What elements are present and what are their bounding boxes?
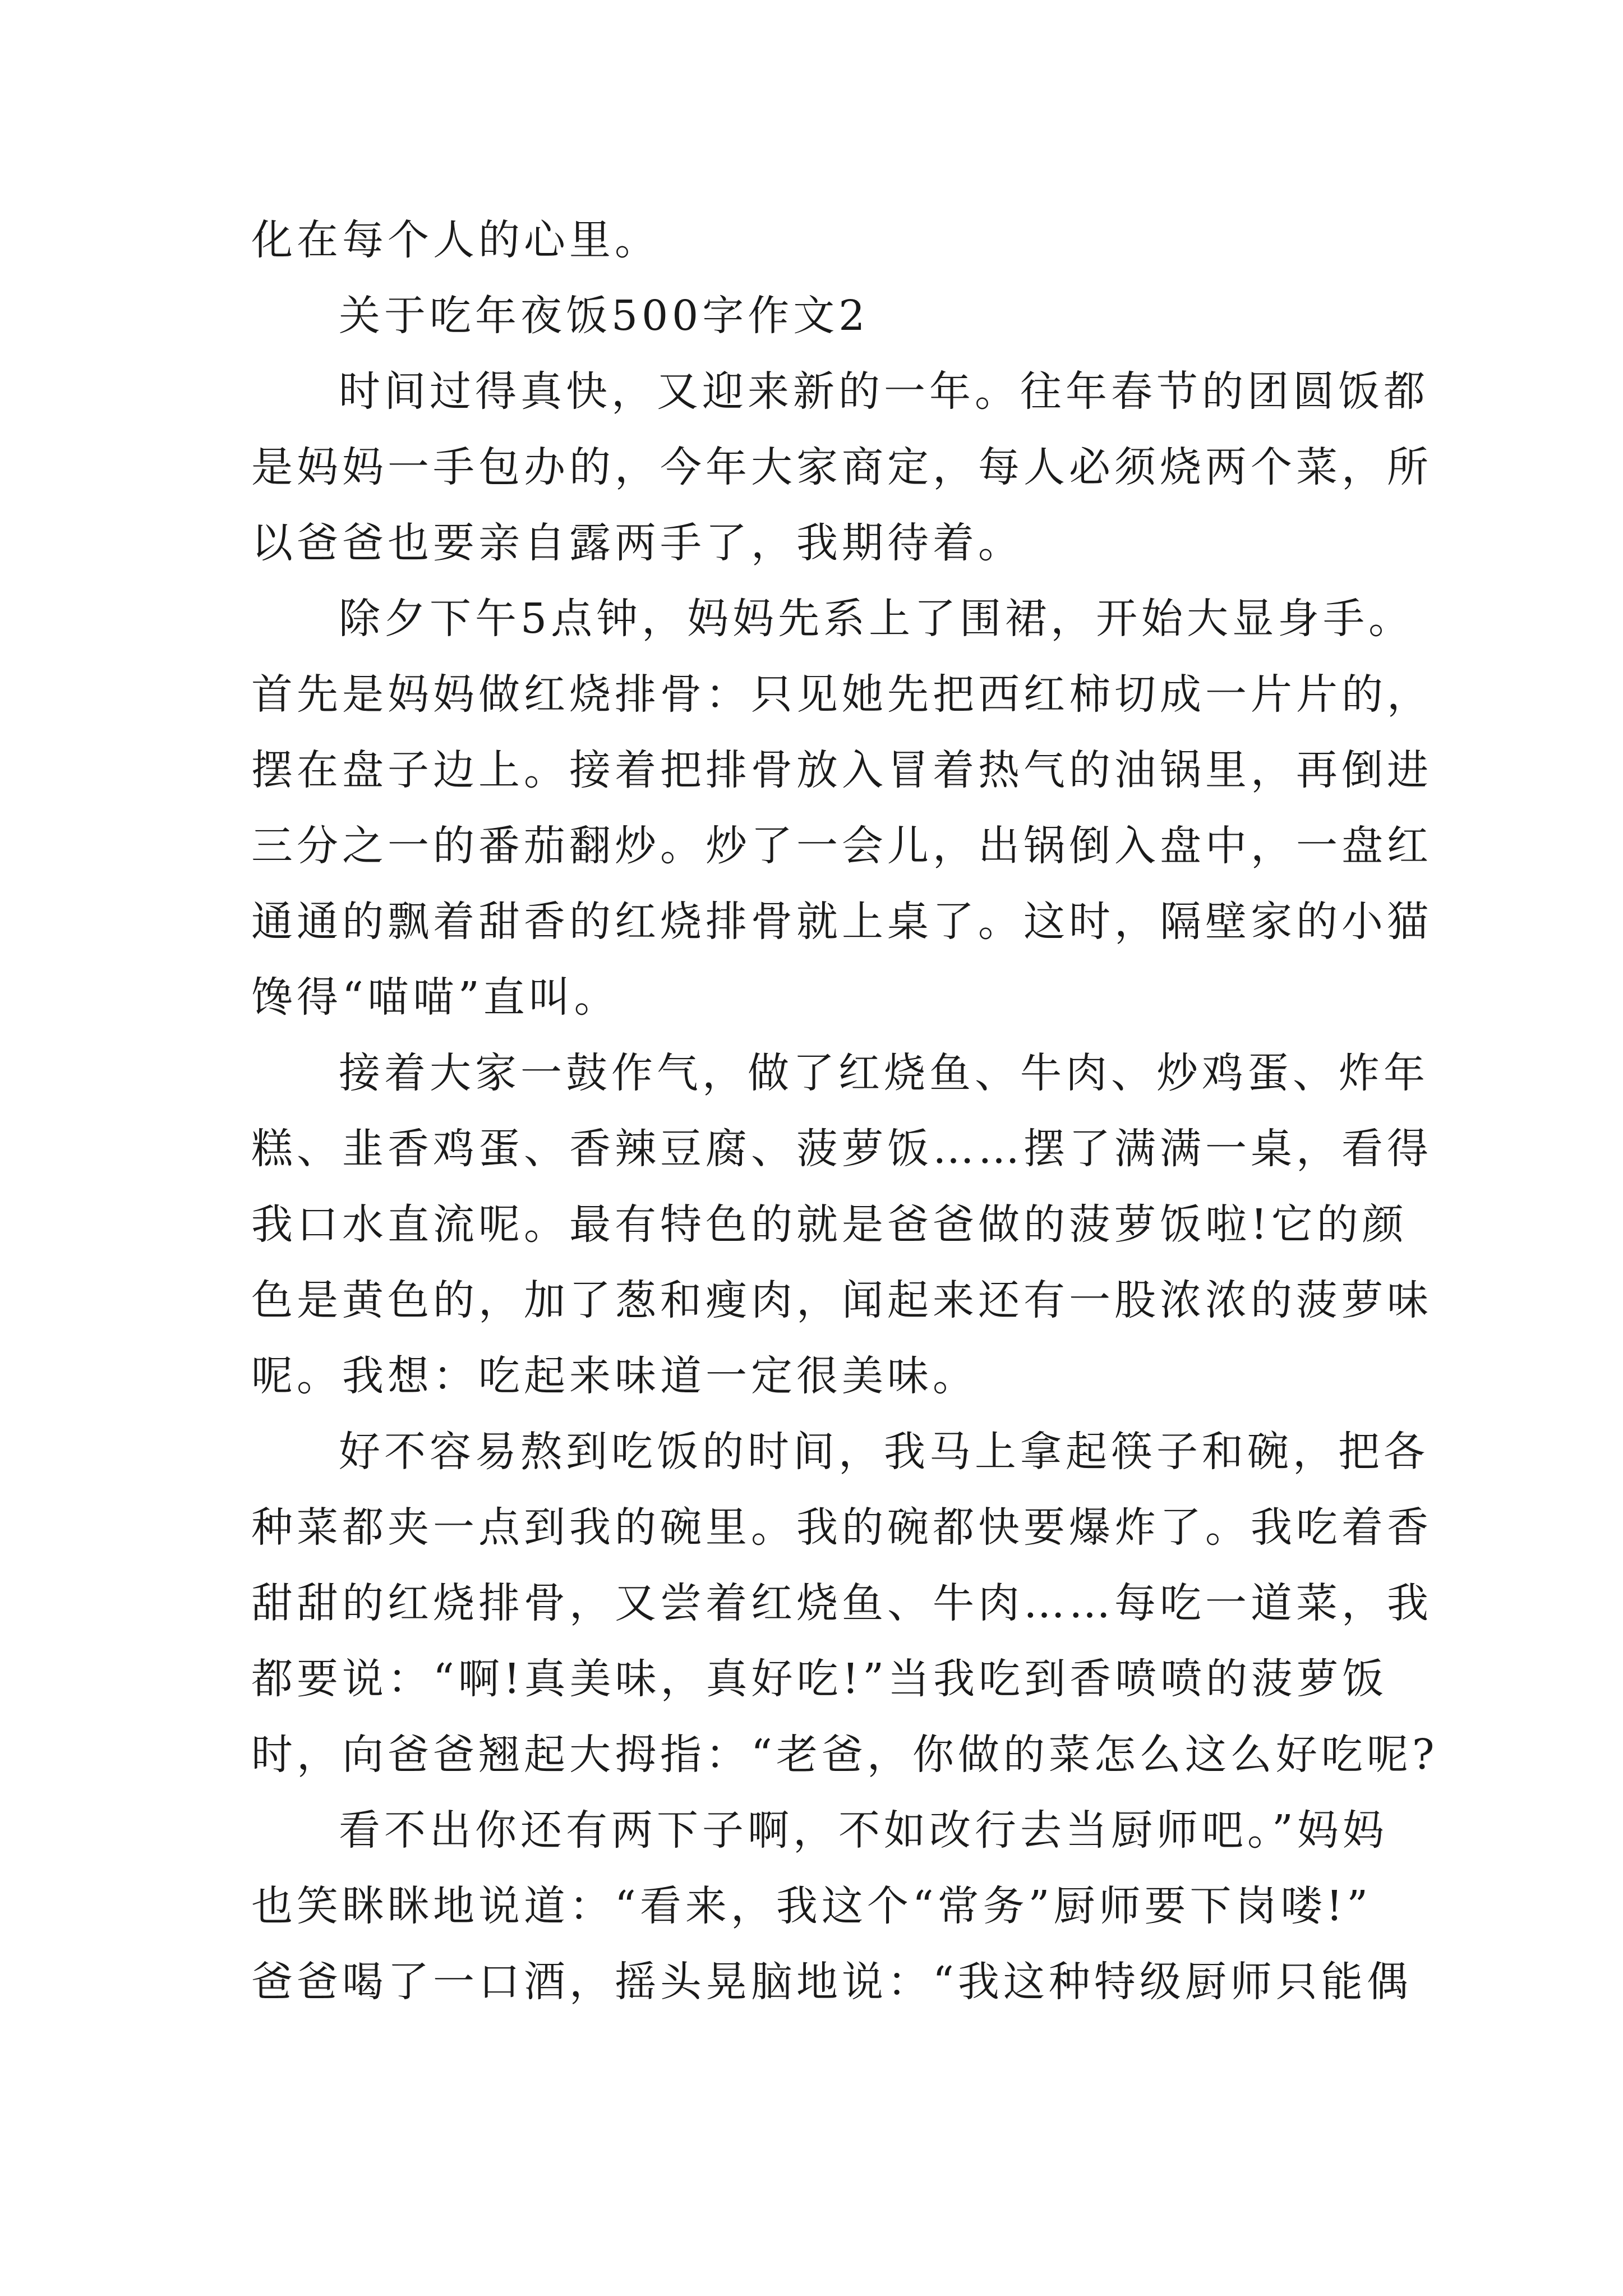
text-line: 种菜都夹一点到我的碗里。我的碗都快要爆炸了。我吃着香 <box>251 1503 1432 1552</box>
text-line: 以爸爸也要亲自露两手了，我期待着。 <box>251 519 1023 567</box>
text-line: 化在每个人的心里。 <box>251 216 660 264</box>
text-line: 爸爸喝了一口酒，摇头晃脑地说：“我这种特级厨师只能偶 <box>251 1958 1412 2006</box>
text-line: 时，向爸爸翘起大拇指：“老爸，你做的菜怎么这么好吃呢? <box>251 1731 1438 1779</box>
text-line: 也笑眯眯地说道：“看来，我这个“常务”厨师要下岗喽!” <box>251 1882 1372 1930</box>
text-line: 呢。我想：吃起来味道一定很美味。 <box>251 1352 978 1400</box>
text-line: 除夕下午5点钟，妈妈先系上了围裙，开始大显身手。 <box>339 595 1414 643</box>
text-line: 看不出你还有两下子啊，不如改行去当厨师吧。”妈妈 <box>339 1806 1388 1855</box>
text-line: 时间过得真快，又迎来新的一年。往年春节的团圆饭都 <box>339 367 1429 416</box>
text-line: 首先是妈妈做红烧排骨：只见她先把西红柿切成一片片的， <box>251 670 1432 719</box>
text-line: 三分之一的番茄翻炒。炒了一会儿，出锅倒入盘中，一盘红 <box>251 822 1432 870</box>
text-line: 糕、韭香鸡蛋、香辣豆腐、菠萝饭……摆了满满一桌，看得 <box>251 1125 1432 1173</box>
text-line: 是妈妈一手包办的，今年大家商定，每人必须烧两个菜，所 <box>251 443 1432 491</box>
text-line: 好不容易熬到吃饭的时间，我马上拿起筷子和碗，把各 <box>339 1428 1429 1476</box>
text-line: 摆在盘子边上。接着把排骨放入冒着热气的油锅里，再倒进 <box>251 746 1432 794</box>
text-line: 甜甜的红烧排骨，又尝着红烧鱼、牛肉……每吃一道菜，我 <box>251 1579 1432 1627</box>
text-line: 接着大家一鼓作气，做了红烧鱼、牛肉、炒鸡蛋、炸年 <box>339 1049 1429 1097</box>
text-line: 通通的飘着甜香的红烧排骨就上桌了。这时，隔壁家的小猫 <box>251 898 1432 946</box>
text-line: 馋得“喵喵”直叫。 <box>251 973 620 1022</box>
text-line: 都要说：“啊!真美味，真好吃!”当我吃到香喷喷的菠萝饭 <box>251 1655 1388 1703</box>
text-line: 我口水直流呢。最有特色的就是爸爸做的菠萝饭啦!它的颜 <box>251 1200 1408 1249</box>
text-line: 色是黄色的，加了葱和瘦肉，闻起来还有一股浓浓的菠萝味 <box>251 1276 1432 1324</box>
section-title: 关于吃年夜饭500字作文2 <box>339 292 869 340</box>
